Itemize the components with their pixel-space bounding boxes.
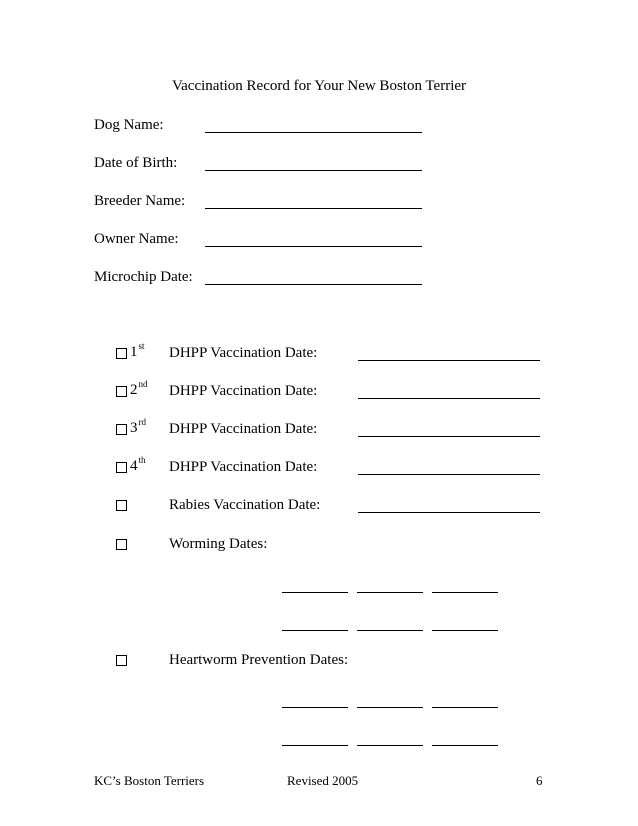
footer-left: KC’s Boston Terriers <box>94 773 205 788</box>
date-of-birth-label: Date of Birth: <box>94 155 178 171</box>
worming-date-line-1[interactable] <box>282 592 348 593</box>
dhpp-3-checkbox[interactable] <box>116 424 127 435</box>
dhpp-3-line[interactable] <box>358 436 540 437</box>
dhpp-3-label: DHPP Vaccination Date: <box>169 421 318 437</box>
worming-checkbox[interactable] <box>116 539 127 550</box>
dhpp-1-checkbox[interactable] <box>116 348 127 359</box>
dhpp-4-label: DHPP Vaccination Date: <box>169 459 318 475</box>
rabies-label: Rabies Vaccination Date: <box>169 497 321 513</box>
dhpp-2-checkbox[interactable] <box>116 386 127 397</box>
worming-date-line-4[interactable] <box>282 630 348 631</box>
worming-date-line-5[interactable] <box>357 630 423 631</box>
footer-center: Revised 2005 <box>287 773 359 788</box>
date-of-birth-line[interactable] <box>205 170 422 171</box>
worming-date-line-3[interactable] <box>432 592 498 593</box>
worming-label: Worming Dates: <box>169 536 268 552</box>
owner-name-label: Owner Name: <box>94 231 179 247</box>
dhpp-2-ordinal: 2nd <box>130 379 148 398</box>
rabies-line[interactable] <box>358 512 540 513</box>
dhpp-1-ordinal: 1st <box>130 341 145 360</box>
breeder-name-line[interactable] <box>205 208 422 209</box>
heartworm-checkbox[interactable] <box>116 655 127 666</box>
page-title-text: Vaccination Record for Your New Boston Terrier <box>171 78 467 94</box>
microchip-date-line[interactable] <box>205 284 422 285</box>
heartworm-date-line-4[interactable] <box>282 745 348 746</box>
footer-page-number: 6 <box>536 773 543 788</box>
dog-name-line[interactable] <box>205 132 422 133</box>
owner-name-line[interactable] <box>205 246 422 247</box>
heartworm-date-line-1[interactable] <box>282 707 348 708</box>
dhpp-2-label: DHPP Vaccination Date: <box>169 383 318 399</box>
heartworm-label: Heartworm Prevention Dates: <box>169 652 349 668</box>
heartworm-date-line-3[interactable] <box>432 707 498 708</box>
heartworm-date-line-2[interactable] <box>357 707 423 708</box>
worming-date-line-2[interactable] <box>357 592 423 593</box>
dhpp-4-checkbox[interactable] <box>116 462 127 473</box>
heartworm-date-line-6[interactable] <box>432 745 498 746</box>
dhpp-2-line[interactable] <box>358 398 540 399</box>
rabies-checkbox[interactable] <box>116 500 127 511</box>
worming-date-line-6[interactable] <box>432 630 498 631</box>
dog-name-label: Dog Name: <box>94 117 164 133</box>
heartworm-date-line-5[interactable] <box>357 745 423 746</box>
dhpp-1-label: DHPP Vaccination Date: <box>169 345 318 361</box>
dhpp-3-ordinal: 3rd <box>130 417 146 436</box>
microchip-date-label: Microchip Date: <box>94 269 193 285</box>
dhpp-4-line[interactable] <box>358 474 540 475</box>
page-title <box>0 78 638 95</box>
dhpp-1-line[interactable] <box>358 360 540 361</box>
breeder-name-label: Breeder Name: <box>94 193 186 209</box>
dhpp-4-ordinal: 4th <box>130 455 146 474</box>
